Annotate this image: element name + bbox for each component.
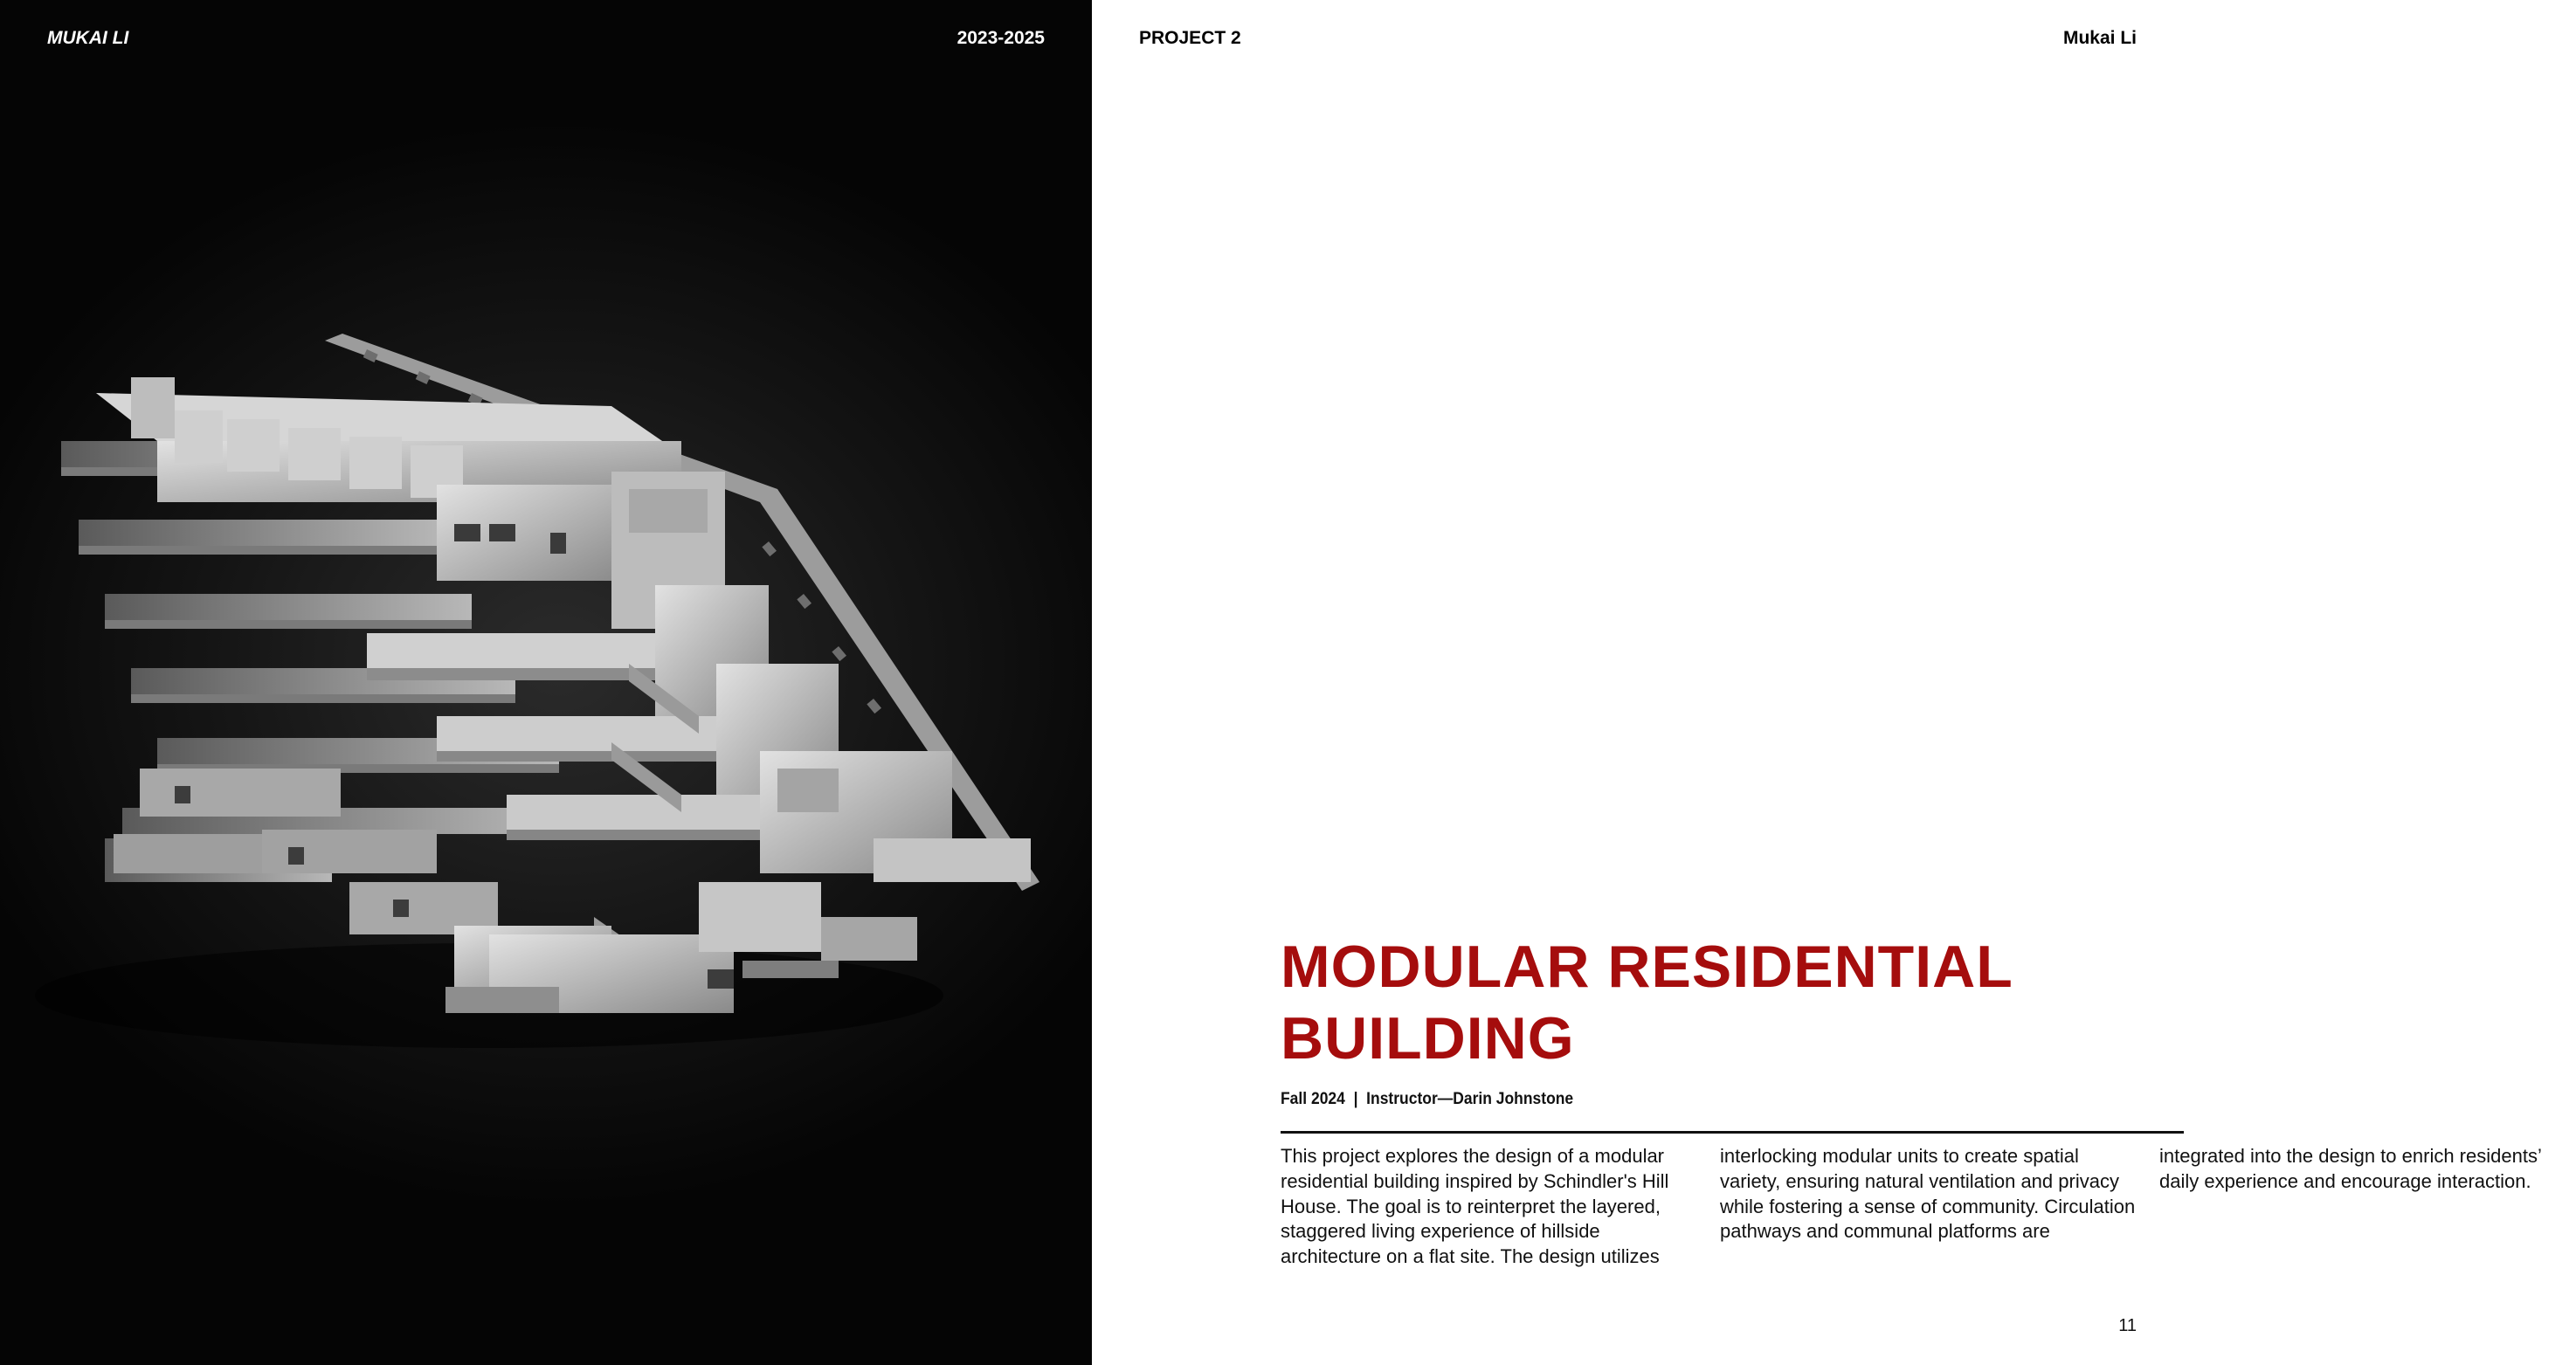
architectural-model-photo [0, 0, 1092, 1365]
header-project-label: PROJECT 2 [1139, 28, 1241, 48]
top-module-row [96, 377, 725, 629]
header-author-name: Mukai Li [2062, 28, 2137, 48]
page-number: 11 [2118, 1316, 2137, 1335]
project-meta: Fall 2024 | Instructor—Darin Johnstone [1281, 1090, 1574, 1108]
project-title-line-1: MODULAR RESIDENTIAL [1281, 934, 2013, 1000]
right-page [1092, 0, 2542, 1365]
header-years: 2023-2025 [957, 28, 1045, 48]
project-title-line-2: BUILDING [1281, 1005, 1575, 1072]
project-title [1281, 931, 2154, 1074]
project-description: This project explores the design of a modular residential building inspired by Schindler's Hill House. The goal is to reinterpret the layered, staggered living experience of hillside architecture on a flat site. The design utilizes interlocking modular units to create spatial variety, ensuring natural ventilation and privacy while fostering a sense of community. Circulation pathways and communal platforms are integrated into the design to enrich residents’ daily experience and encourage interaction. [1281, 1145, 2542, 1268]
header-author: MUKAI LI [47, 28, 129, 48]
left-page [0, 0, 1092, 1365]
divider-rule [1281, 1131, 2184, 1134]
